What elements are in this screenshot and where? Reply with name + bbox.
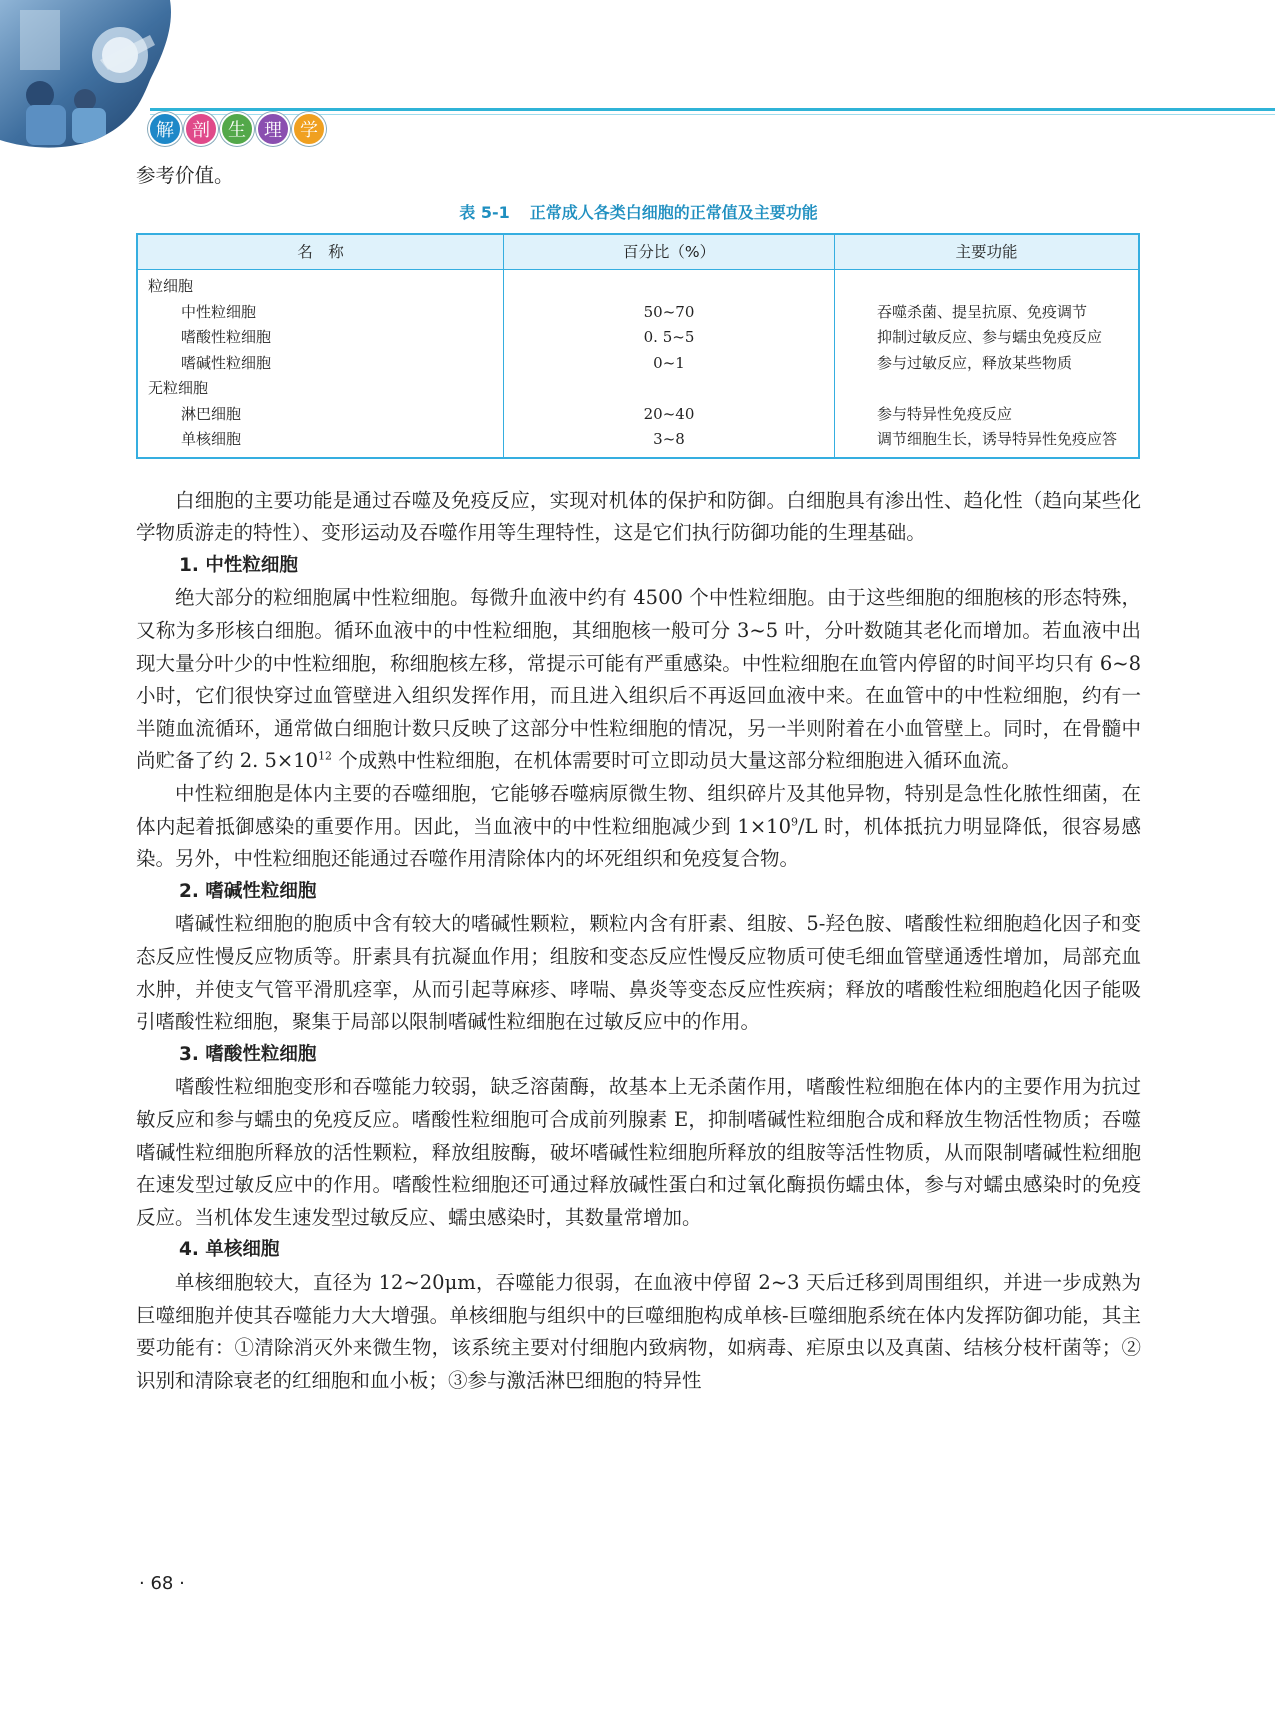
table-row: [137, 376, 1139, 402]
table-caption: [136, 201, 1141, 225]
paragraph-text: 嗜酸性粒细胞变形和吞噬能力较弱，缺乏溶菌酶，故基本上无杀菌作用，嗜酸性粒细胞在体内的主要作用为抗过敏反应和参与蠕虫的免疫反应。嗜酸性粒细胞可合成前列腺素 E，抑制嗜碱性粒细胞合成和释放生物活性物质；吞噬嗜碱性粒细胞所释放的活性颗粒，释放组胺酶，破坏嗜碱性粒细胞所释放的组胺等活性物质，从而限制嗜碱性粒细胞在速发型过敏反应中的作用。嗜酸性粒细胞还可通过释放碱性蛋白和过氧化酶损伤蠕虫体，参与对蠕虫感染时的免疫反应。当机体发生速发型过敏反应、蠕虫感染时，其数量常增加。: [136, 1075, 1141, 1229]
cell-percentage: 0. 5~5: [504, 325, 835, 351]
book-title-char: 理: [256, 112, 290, 146]
section-heading: 4. 单核细胞: [179, 1239, 280, 1261]
cell-name: 淋巴细胞: [137, 402, 504, 428]
cell-function: 调节细胞生长，诱导特异性免疫应答: [877, 430, 1118, 449]
section-heading: 3. 嗜酸性粒细胞: [179, 1043, 317, 1065]
book-title-char: 生: [220, 112, 254, 146]
sections: [136, 550, 1141, 1397]
table-number: 表 5-1: [459, 202, 510, 222]
page-content: [136, 160, 1141, 1397]
body-paragraph: [136, 582, 1141, 778]
table-row: [137, 300, 1139, 326]
cell-function: 抑制过敏反应、参与蠕虫免疫反应: [877, 328, 1103, 347]
header-rule: [150, 108, 1275, 111]
paragraph-text: 中性粒细胞是体内主要的吞噬细胞，它能够吞噬病原微生物、组织碎片及其他异物，特别是急性化脓性细菌，在体内起着抵御感染的重要作用。因此，当血液中的中性粒细胞减少到 1×10: [136, 782, 1141, 838]
table-title: 正常成人各类白细胞的正常值及主要功能: [529, 202, 818, 222]
cell-name: 嗜酸性粒细胞: [137, 325, 504, 351]
book-title-char: 剖: [184, 112, 218, 146]
cell-function: 参与过敏反应，释放某些物质: [877, 353, 1073, 372]
cell-name: 单核细胞: [137, 427, 504, 458]
cell-name: 中性粒细胞: [137, 300, 504, 326]
paragraph-text: 个成熟中性粒细胞，在机体需要时可立即动员大量这部分粒细胞进入循环血流。: [332, 749, 1021, 773]
book-title-char: 学: [292, 112, 326, 146]
cell-percentage: 50~70: [504, 300, 835, 326]
cell-percentage: 0~1: [504, 351, 835, 377]
body-paragraph: [136, 1071, 1141, 1234]
body-paragraph: [136, 908, 1141, 1038]
body-paragraph: [136, 778, 1141, 876]
paragraph-text: /L 时，机体抵抗力明显降低，很容易感染。另外，中性粒细胞还能通过吞噬作用清除体内的坏死组织和免疫复合物。: [136, 814, 1142, 871]
intro-paragraph: 白细胞的主要功能是通过吞噬及免疫反应，实现对机体的保护和防御。白细胞具有渗出性、趋化性（趋向某些化学物质游走的特性）、变形运动及吞噬作用等生理特性，这是它们执行防御功能的生理基础。: [136, 488, 1141, 545]
cell-name: 嗜碱性粒细胞: [137, 351, 504, 377]
body-paragraph: [136, 1267, 1141, 1397]
paragraph-text: 单核细胞较大，直径为 12~20μm，吞噬能力很弱，在血液中停留 2~3 天后迁移到周围组织，并进一步成熟为巨噬细胞并使其吞噬能力大大增强。单核细胞与组织中的巨噬细胞构成单核-巨噬细胞系统在体内发挥防御功能，其主要功能有：①清除消灭外来微生物，该系统主要对付细胞内致病物，如病毒、疟原虫以及真菌、结核分枝杆菌等；②识别和清除衰老的红细胞和血小板；③参与激活淋巴细胞的特异性: [136, 1270, 1141, 1392]
book-title: [148, 112, 326, 146]
column-header: 名 称: [137, 234, 504, 270]
table-row: [137, 325, 1139, 351]
cell-function: [835, 270, 1140, 300]
table-row: [137, 351, 1139, 377]
cell-percentage: [504, 270, 835, 300]
book-title-char: 解: [148, 112, 182, 146]
cell-function: 参与特异性免疫反应: [877, 404, 1013, 423]
lead-text: 参考价值。: [136, 164, 234, 187]
table-row: [137, 402, 1139, 428]
section-heading: 2. 嗜碱性粒细胞: [179, 880, 317, 902]
superscript-exponent: 12: [318, 749, 333, 763]
cell-percentage: [504, 376, 835, 402]
table-row: [137, 427, 1139, 458]
cell-function: 吞噬杀菌、提呈抗原、免疫调节: [877, 302, 1088, 321]
cell-percentage: 3~8: [504, 427, 835, 458]
column-header: 百分比（%）: [504, 234, 835, 270]
table-body: [137, 270, 1139, 458]
cell-percentage: 20~40: [504, 402, 835, 428]
cell-function: [835, 376, 1140, 402]
section-heading: 1. 中性粒细胞: [179, 554, 298, 576]
column-header: 主要功能: [835, 234, 1140, 270]
cell-name: 无粒细胞: [137, 376, 504, 402]
cell-name: 粒细胞: [137, 270, 504, 300]
page-number: · 68 ·: [139, 1573, 185, 1594]
table-row: [137, 270, 1139, 300]
superscript-exponent: 9: [791, 815, 798, 829]
paragraph-text: 绝大部分的粒细胞属中性粒细胞。每微升血液中约有 4500 个中性粒细胞。由于这些细胞的细胞核的形态特殊，又称为多形核白细胞。循环血液中的中性粒细胞，其细胞核一般可分 3~5 叶，分叶数随其老化而增加。若血液中出现大量分叶少的中性粒细胞，称细胞核左移，常提示可能有严重感染。中性粒细胞在血管内停留的时间平均只有 6~8 小时，它们很快穿过血管壁进入组织发挥作用，而且进入组织后不再返回血液中来。在血管中的中性粒细胞，约有一半随血流循环，通常做白细胞计数只反映了这部分中性粒细胞的情况，另一半则附着在小血管壁上。同时，在骨髓中尚贮备了约 2. 5×10: [136, 586, 1141, 773]
wbc-table: [136, 233, 1140, 459]
table-header-row: [137, 234, 1139, 270]
paragraph-text: 嗜碱性粒细胞的胞质中含有较大的嗜碱性颗粒，颗粒内含有肝素、组胺、5-羟色胺、嗜酸性粒细胞趋化因子和变态反应性慢反应物质等。肝素具有抗凝血作用；组胺和变态反应性慢反应物质可使毛细血管壁通透性增加，局部充血水肿，并使支气管平滑肌痉挛，从而引起荨麻疹、哮喘、鼻炎等变态反应性疾病；释放的嗜酸性粒细胞趋化因子能吸引嗜酸性粒细胞，聚集于局部以限制嗜碱性粒细胞在过敏反应中的作用。: [136, 912, 1141, 1034]
